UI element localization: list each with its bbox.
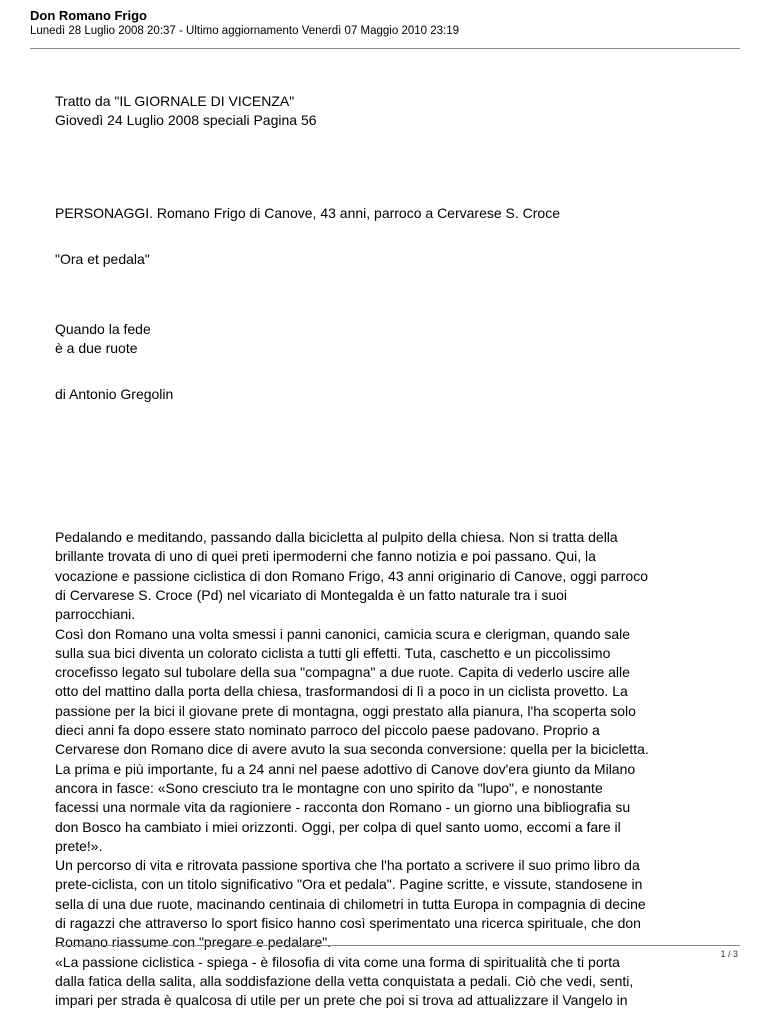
article-content <box>55 92 745 1011</box>
body-line: otto del mattino dalla porta della chiesa, trasformandosi di lì a poco in un ciclista provetto. La <box>55 683 628 700</box>
body-line: passione per la bici il giovane prete di montagna, oggi prestato alla pianura, l'ha scoperta solo <box>55 702 636 719</box>
article-quote-title: "Ora et pedala" <box>55 250 150 267</box>
body-line: ancora in fasce: «Sono cresciuto tra le montagne con uno spirito da "lupo", e nonostante <box>55 779 603 796</box>
body-line: dalla fatica della salita, alla soddisfazione della vetta conquistata a pedali. Ciò che vedi, senti, <box>55 972 634 989</box>
body-line: Romano riassume con "pregare e pedalare". <box>55 934 332 951</box>
body-line: vocazione e passione ciclistica di don Romano Frigo, 43 anni originario di Canove, oggi parroco <box>55 567 649 584</box>
source-line: Tratto da "IL GIORNALE DI VICENZA" <box>55 93 295 109</box>
headline-line: è a due ruote <box>55 340 138 357</box>
article-byline: di Antonio Gregolin <box>55 385 174 402</box>
headline-line: Quando la fede <box>55 321 151 338</box>
body-line: La prima e più importante, fu a 24 anni nel paese adottivo di Canove dov'era giunto da Milano <box>55 760 636 777</box>
body-line: sulla sua bici diventa un colorato ciclista a tutti gli effetti. Tuta, caschetto e un piccolissimo <box>55 644 611 661</box>
page-number: 1 / 3 <box>720 949 738 959</box>
source-date-line: Giovedì 24 Luglio 2008 speciali Pagina 56 <box>55 112 317 129</box>
body-line: impari per strada è qualcosa di utile per un prete che poi si trova ad attualizzare il Vangelo in <box>55 992 628 1009</box>
body-line: dieci anni fa dopo essere stato nominato parroco del piccolo paese padovano. Proprio a <box>55 722 600 739</box>
body-line: brillante trovata di uno di quei preti ipermoderni che fanno notizia e poi passano. Qui, la <box>55 548 596 565</box>
body-line: Cervarese don Romano dice di avere avuto la sua seconda conversione: quella per la bicicletta. <box>55 741 649 758</box>
body-line: «La passione ciclistica - spiega - è filosofia di vita come una forma di spiritualità che ti porta <box>55 953 620 970</box>
article-body <box>55 528 745 1010</box>
document-title: Don Romano Frigo <box>30 8 147 23</box>
body-line: Pedalando e meditando, passando dalla bicicletta al pulpito della chiesa. Non si tratta della <box>55 529 618 546</box>
header-divider <box>30 48 740 49</box>
body-line: sella di una due ruote, macinando centinaia di chilometri in tutta Europa in compagnia di decine <box>55 895 646 912</box>
source-block <box>55 92 745 151</box>
body-line: parrocchiani. <box>55 606 136 623</box>
body-line: di Cervarese S. Croce (Pd) nel vicariato di Montegalda è un fatto naturale tra i suoi <box>55 586 568 603</box>
body-line: crocefisso legato sul tubolare della sua "compagna" a due ruote. Capita di vederlo uscire alle <box>55 664 630 681</box>
article-headline <box>55 320 745 359</box>
body-line: prete!». <box>55 837 103 854</box>
body-line: facessi una normale vita da ragioniere - racconta don Romano - un giorno una bibliografia su <box>55 799 631 816</box>
page-header <box>30 8 740 39</box>
body-line: don Bosco ha cambiato i miei orizzonti. Oggi, per colpa di quel santo uomo, eccomi a fare il <box>55 818 621 835</box>
body-line: prete-ciclista, con un titolo significativo "Ora et pedala". Pagine scritte, e vissute, standosene in <box>55 876 643 893</box>
body-line: di ragazzi che attraverso lo sport fisico hanno così sperimentato una ricerca spirituale, che don <box>55 915 641 932</box>
body-line: Così don Romano una volta smessi i panni canonici, camicia scura e clerigman, quando sale <box>55 625 631 642</box>
body-line: Un percorso di vita e ritrovata passione sportiva che l'ha portato a scrivere il suo primo libro da <box>55 857 640 874</box>
footer-divider <box>55 945 740 946</box>
article-kicker: PERSONAGGI. Romano Frigo di Canove, 43 anni, parroco a Cervarese S. Croce <box>55 204 560 221</box>
document-dates: Lunedì 28 Luglio 2008 20:37 - Ultimo aggiornamento Venerdì 07 Maggio 2010 23:19 <box>30 25 460 37</box>
